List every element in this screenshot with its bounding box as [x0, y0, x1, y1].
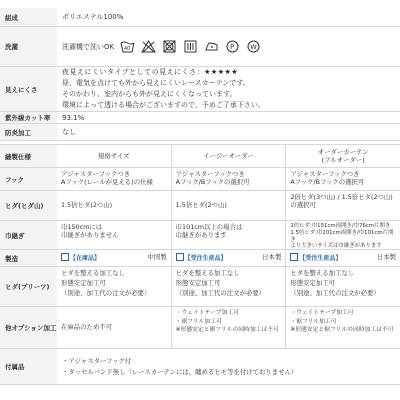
- made-to-order-badge: 【受注生産品】: [176, 253, 227, 263]
- visibility-line3: そのかわり、室内からも外が見えにくくなっています。: [62, 90, 237, 98]
- value-accessories: ・アジャスターフック付 ・タッセルバンド無し（レースカーテンには、纏めるヒモ等を付けておりません）: [62, 357, 298, 376]
- label-pleats-fix: ヒダ(プリーツ): [0, 267, 57, 306]
- line-dry-icon: [183, 40, 198, 53]
- row-seam: [0, 221, 400, 250]
- svg-text:40: 40: [124, 46, 131, 52]
- pleat-standard: 1.5倍ヒダ(2つ山): [61, 201, 113, 210]
- svg-text:P: P: [230, 43, 235, 51]
- hook-easy-order: アジャスターフックつき Aフック/Bフックの選択可: [171, 168, 286, 190]
- pleats-fix-standard: ヒダを整える加工なし 形態安定加工可 （別途、加工代の注文が必要）: [61, 269, 151, 297]
- label-uv: 紫外線カット率: [0, 112, 57, 123]
- no-tumble-dry-icon: [162, 40, 177, 53]
- hook-full-order: アジャスターフックつき Aフック/Bフックの選択可: [285, 168, 400, 190]
- row-uv: [0, 112, 400, 124]
- label-options: 他オプション加工: [0, 307, 57, 348]
- label-pleat: ヒダ(ヒダ山): [0, 191, 57, 220]
- seam-full-order: 2倍ヒダ:巾151cm両開き/巾76cm片開き 1.5倍ヒダ:巾201cm両開き/巾101cm片開き より大きいサイズは巾継ぎがあります: [285, 221, 400, 249]
- col-full-order-line1: オーダーカーテン: [317, 147, 369, 156]
- iron-low-icon: [204, 40, 219, 53]
- label-flame: 防炎加工: [0, 124, 57, 140]
- row-made: [0, 250, 400, 267]
- wash-tub-40-icon: [120, 40, 135, 53]
- label-visibility: 見えにくさ: [0, 67, 57, 111]
- col-full-order: [285, 145, 400, 167]
- visibility-line2: 昼、電気を点けても外から見えにくいレースカーテンです。: [62, 79, 250, 88]
- professional-p-icon: [225, 40, 240, 53]
- row-pleat: [0, 191, 400, 221]
- col-standard: 規格サイズ: [98, 151, 130, 160]
- col-full-order-line2: (フルオーダー): [321, 156, 365, 164]
- no-bleach-icon: [141, 40, 156, 53]
- col-easy-order: イージーオーダー: [171, 145, 286, 167]
- professional-w-icon: [246, 40, 261, 53]
- value-uv: 93.1%: [62, 113, 85, 122]
- options-full-order: ・ウェイトテープ加工可 ・裾フリル加工可 ※形態安定と裾フリルの同時加工は不可: [285, 307, 400, 348]
- pleat-full-order: 2倍ヒダ(3つ山) / 1.5倍ヒダ(2つ山) の選択可: [285, 191, 400, 220]
- row-header: [0, 144, 400, 168]
- calendar-icon: [290, 253, 298, 261]
- label-hook: フック: [0, 168, 57, 190]
- svg-text:W: W: [250, 43, 257, 51]
- pleat-easy-order: 1.5倍ヒダ(2つ山): [171, 191, 286, 220]
- seam-standard: 巾150cmには 巾継ぎがありません: [61, 223, 119, 240]
- pleats-fix-full-order: ヒダを整える加工なし 形態安定加工可 （別途、加工代の注文が必要）: [285, 267, 400, 306]
- label-seam: 巾継ぎ: [0, 221, 57, 249]
- hook-standard: アジャスターフックつき Aフック(レールが見える)の仕様: [61, 170, 153, 187]
- calendar-icon: [176, 253, 184, 261]
- row-flame: [0, 124, 400, 141]
- row-visibility: [0, 67, 400, 112]
- options-easy-order: ・ウェイトテープ加工可 ・裾フリル加工可 ※形態安定と裾フリルの同時加工は不可: [171, 307, 286, 348]
- visibility-rating: 夜見えにくいタイプとしての見えにくさ：★★★★★: [62, 68, 239, 77]
- row-hook: [0, 168, 400, 191]
- made-to-order-badge: 【受注生産品】: [290, 253, 341, 263]
- label-accessories: 付属品: [0, 349, 57, 384]
- label-sewing: 縫製仕様: [0, 145, 57, 167]
- value-material: ポリエステル100%: [62, 13, 124, 21]
- pleats-fix-easy-order: ヒダを整える加工なし 形態安定加工可 （別途、加工代の注文が必要）: [171, 267, 286, 306]
- label-material: 組成: [0, 8, 57, 26]
- stock-badge: 【在庫品】: [61, 253, 100, 263]
- origin-full-order: 日本製: [376, 253, 397, 262]
- origin-standard: 中国製: [147, 253, 167, 262]
- wash-icons: [120, 40, 261, 53]
- label-wash: 洗濯: [0, 27, 57, 66]
- label-made: 製造: [0, 250, 57, 266]
- row-options: [0, 307, 400, 349]
- options-standard: 在庫品のため不可: [61, 323, 113, 332]
- visibility-line4: 環境によって透ける場合がございますので、予めご了承下さい。: [62, 100, 265, 109]
- calendar-icon: [61, 253, 69, 261]
- row-wash: [0, 27, 400, 67]
- value-wash: 洗濯機で洗いOK: [62, 42, 115, 51]
- row-material: [0, 8, 400, 27]
- row-accessories: [0, 349, 400, 385]
- value-flame: なし: [62, 128, 76, 136]
- row-pleats-fix: [0, 267, 400, 307]
- origin-easy-order: 日本製: [262, 253, 282, 262]
- seam-easy-order: 巾101cm以上の場合は 巾継ぎがあります: [171, 221, 286, 249]
